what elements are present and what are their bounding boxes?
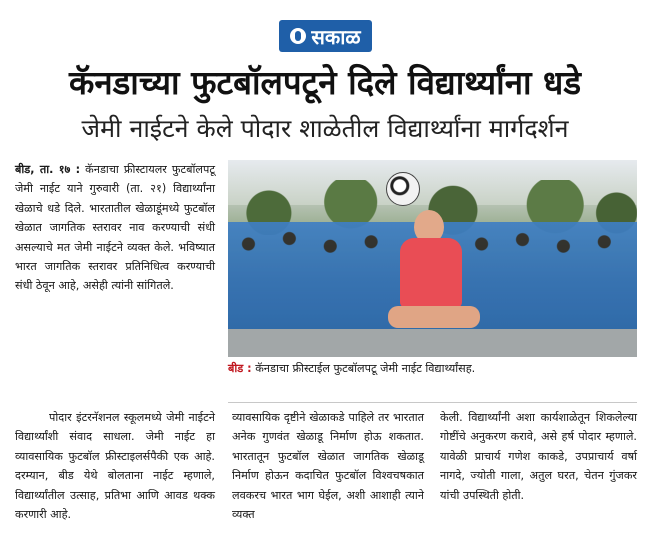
photo-caption <box>228 360 637 378</box>
caption-lead: बीड : <box>228 362 252 375</box>
headline: कॅनडाच्या फुटबॉलपटूने दिले विद्यार्थ्यांना धडे <box>68 63 581 102</box>
article-paragraph-2: पोदार इंटरनॅशनल स्कूलमध्ये जेमी नाईटने विद्यार्थ्यांशी संवाद साधला. जेमी नाईट हा व्यावसायिक फुटबॉल फ्रीस्टाइलर्सपैकी एक आहे. दरम्यान, बीड येथे बोलताना नाईट म्हणाले, विद्यार्थ्यांतील उत्साह, प्रतिभा आणि आवड थक्क करणारी आहे. <box>15 411 215 522</box>
subheadline: जेमी नाईटने केले पोदार शाळेतील विद्यार्थ्यांना मार्गदर्शन <box>81 114 569 143</box>
article-column-1-top <box>15 160 215 296</box>
caption-divider <box>228 402 637 403</box>
masthead-name: सकाळ <box>311 24 361 49</box>
sakal-logo-icon <box>290 28 306 44</box>
article-paragraph-1: कॅनडाचा फ्रीस्टायलर फुटबॉलपटू जेमी नाईट याने गुरुवारी (ता. २१) विद्यार्थ्यांना खेळाचे धडे दिले. भारतातील खेळाडूंमध्ये फुटबॉल खेळात जागतिक स्तरावर नाव करण्याची संधी असल्याचे मत जेमी नाईटने व्यक्त केले. भविष्यात भारत जागतिक स्तरावर प्रतिनिधित्व करण्याची संधी ठेवून आहे, असेही त्यांनी सांगितले. <box>15 163 215 293</box>
article-column-1-bottom <box>15 408 215 524</box>
newspaper-masthead <box>279 20 372 52</box>
dateline: बीड, ता. १७ : <box>15 163 81 176</box>
football-icon <box>386 172 420 206</box>
article-column-3 <box>440 408 637 505</box>
article-paragraph-3: व्यावसायिक दृष्टीने खेळाकडे पाहिले तर भारतात अनेक गुणवंत खेळाडू निर्माण होऊ शकतात. भारतातून फुटबॉल खेळात जागतिक खेळाडू निर्माण होऊन कदाचित फुटबॉल विश्‍वचषकात लवकरच भारत भाग घेईल, अशी आशाही त्याने व्यक्त <box>232 411 424 522</box>
caption-text: कॅनडाचा फ्रीस्टाईल फुटबॉलपटू जेमी नाईट विद्यार्थ्यांसह. <box>255 362 476 375</box>
article-column-2 <box>232 408 424 524</box>
article-photo <box>228 160 637 357</box>
article-paragraph-4: केली. विद्यार्थ्यांनी अशा कार्यशाळेतून शिकलेल्या गोष्टींचे अनुकरण करावे, असे हर्ष पोदार म्हणाले. यावेळी प्राचार्य गणेश काकडे, उपप्राचार्य वर्षा नागदे, ज्योती गाला, अतुल घरत, चेतन गुंजकर यांची उपस्थिती होती. <box>440 411 637 502</box>
